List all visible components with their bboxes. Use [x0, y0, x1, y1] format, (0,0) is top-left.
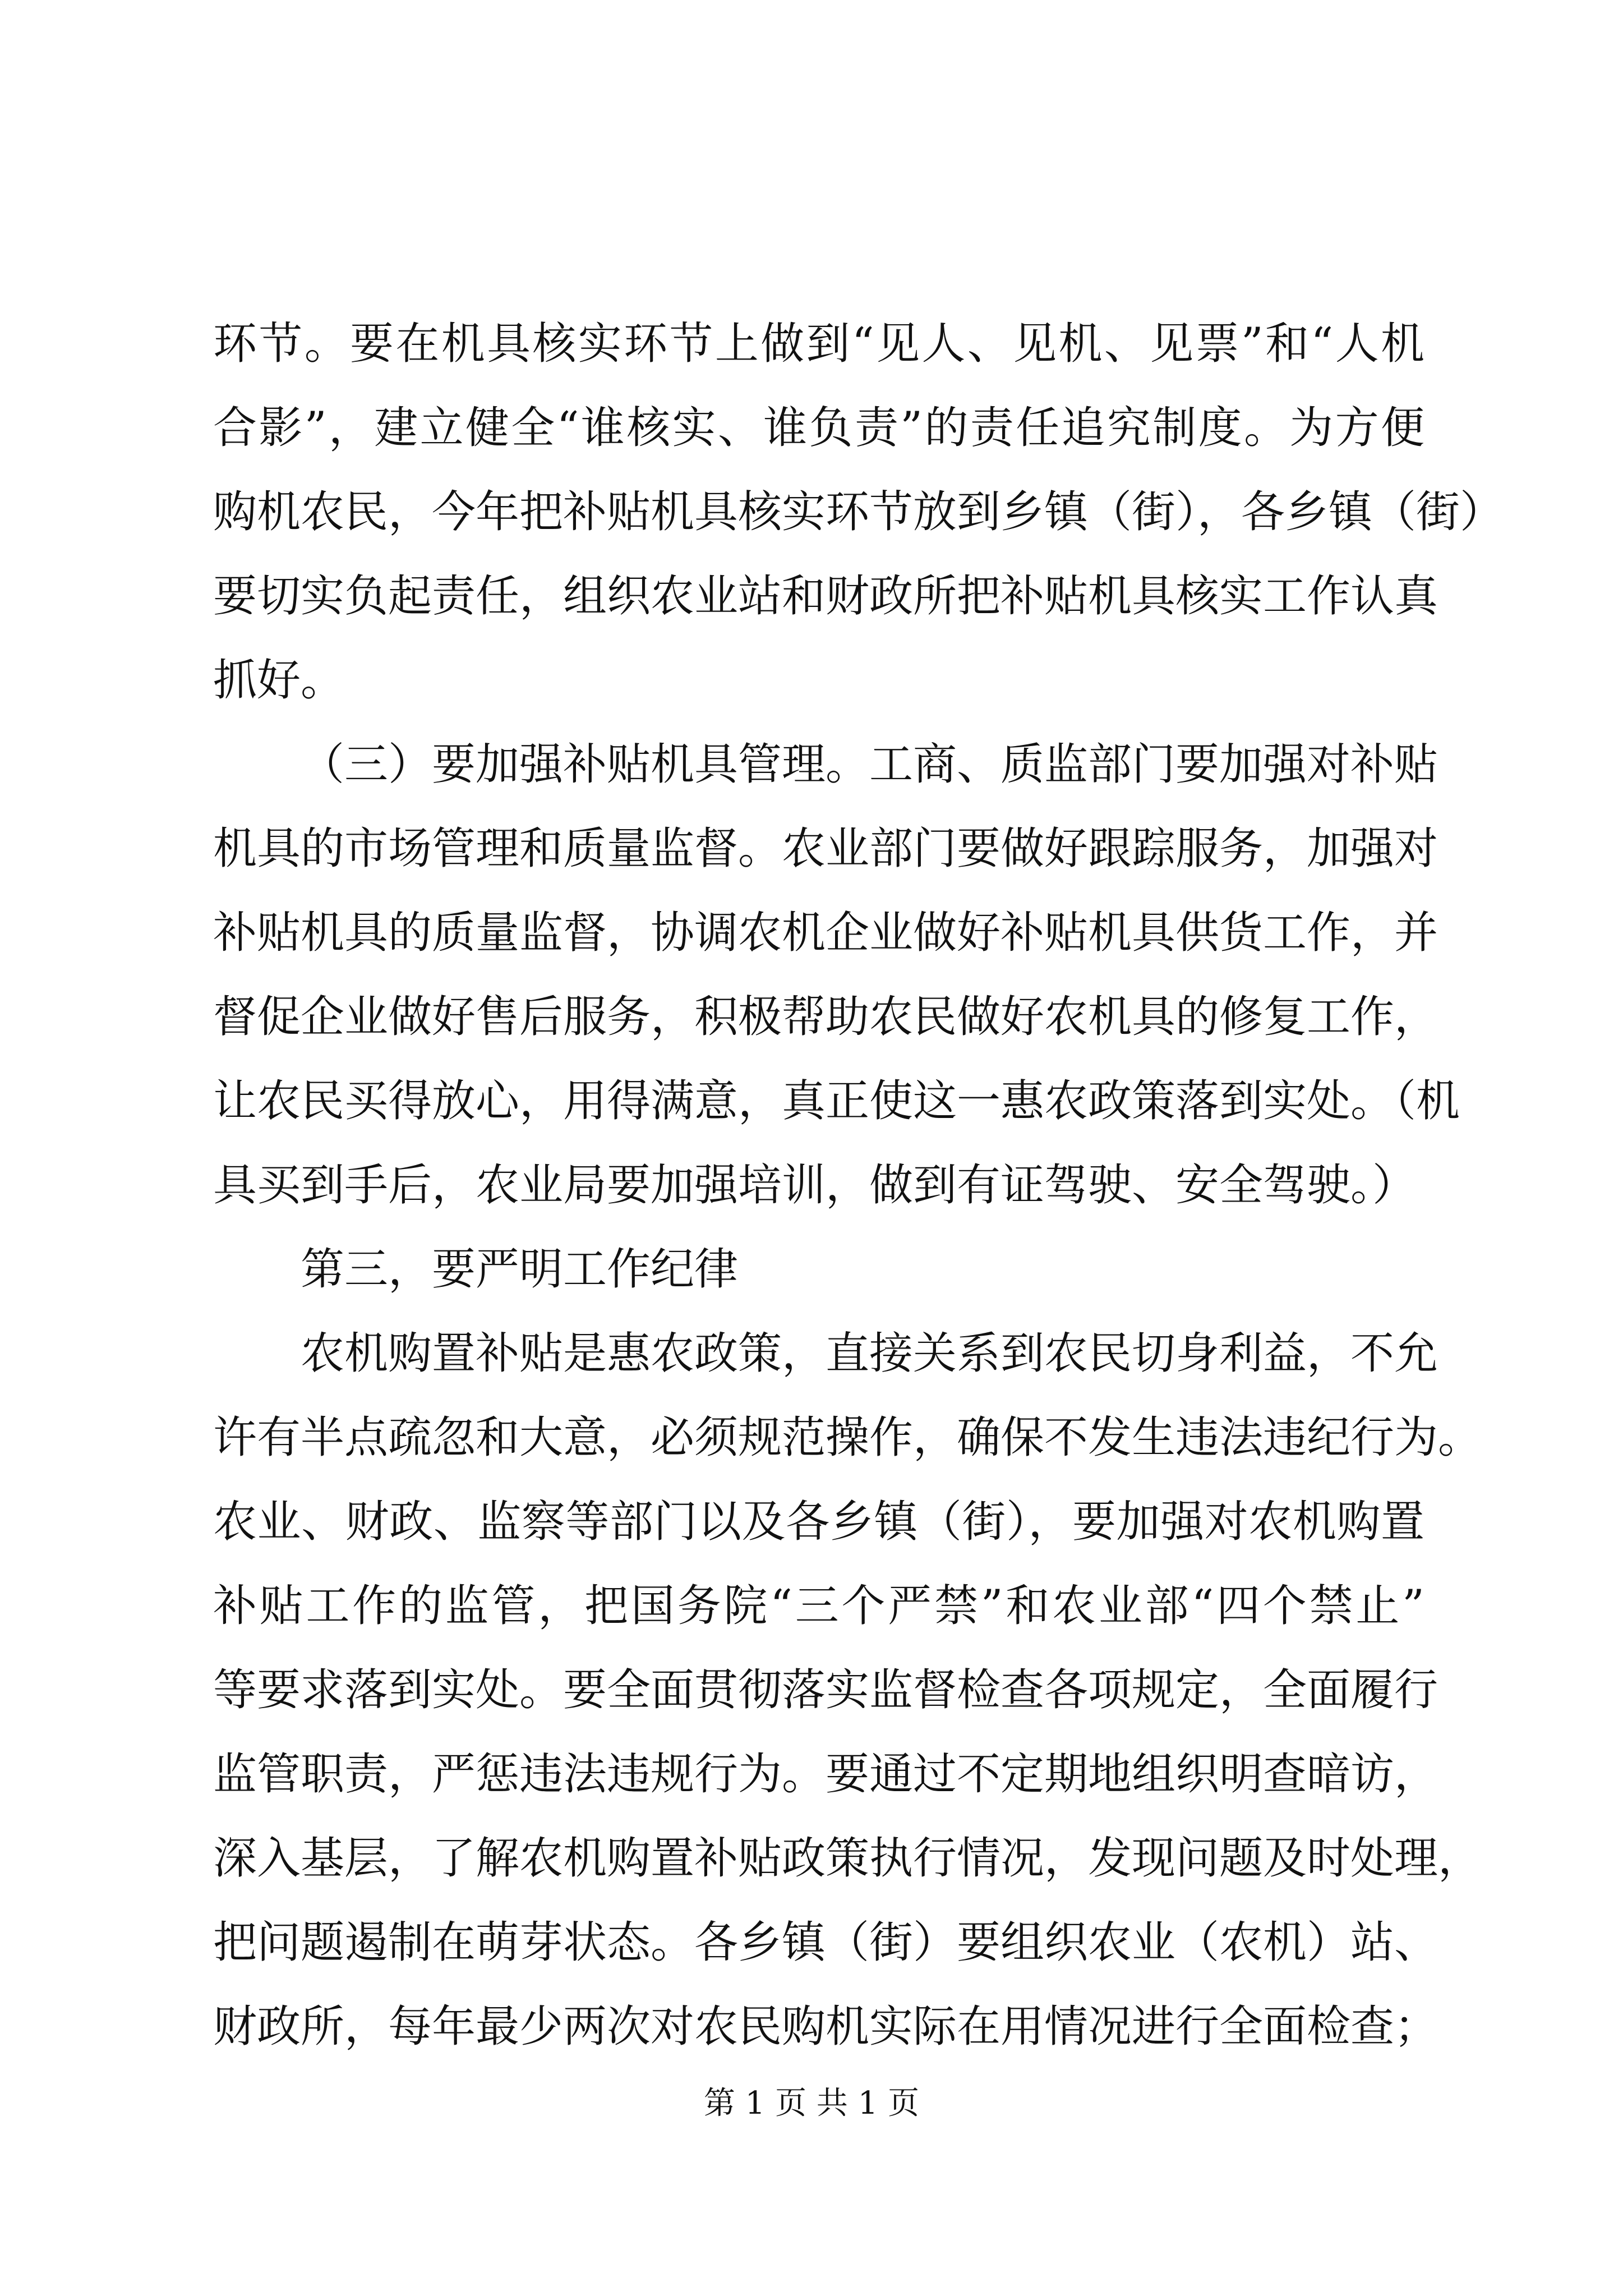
text-line: 要切实负起责任，组织农业站和财政所把补贴机具核实工作认真 — [213, 571, 1438, 622]
text-line: 抓好。 — [213, 655, 345, 706]
page-footer: 第 1 页 共 1 页 — [703, 2085, 920, 2122]
text-line: 补贴工作的监管，把国务院“三个严禁”和农业部“四个禁止” — [213, 1581, 1424, 1631]
text-line: 机具的市场管理和质量监督。农业部门要做好跟踪服务，加强对 — [213, 823, 1438, 874]
text-line: 具买到手后，农业局要加强培训，做到有证驾驶、安全驾驶。） — [213, 1160, 1417, 1211]
text-line: 农机购置补贴是惠农政策，直接关系到农民切身利益，不允 — [301, 1328, 1438, 1379]
text-line: 让农民买得放心，用得满意，真正使这一惠农政策落到实处。（机 — [213, 1076, 1460, 1126]
text-line: 农业、财政、监察等部门以及各乡镇（街），要加强对农机购置 — [213, 1497, 1424, 1547]
text-line: 环节。要在机具核实环节上做到“见人、见机、见票”和“人机 — [213, 319, 1424, 369]
section-heading-line: （三）要加强补贴机具管理。工商、质监部门要加强对补贴 — [301, 739, 1438, 790]
text-line: 合影”，建立健全“谁核实、谁负责”的责任追究制度。为方便 — [213, 403, 1424, 453]
text-line: 购机农民，今年把补贴机具核实环节放到乡镇（街），各乡镇（街） — [213, 487, 1504, 537]
section-heading: 第三，要严明工作纪律 — [301, 1244, 739, 1295]
text-line: 督促企业做好售后服务，积极帮助农民做好农机具的修复工作， — [213, 992, 1438, 1042]
text-line: 财政所，每年最少两次对农民购机实际在用情况进行全面检查； — [213, 2001, 1438, 2052]
document-body — [213, 302, 1504, 2069]
text-line: 补贴机具的质量监督，协调农机企业做好补贴机具供货工作，并 — [213, 908, 1438, 958]
text-line: 把问题遏制在萌芽状态。各乡镇（街）要组织农业（农机）站、 — [213, 1917, 1438, 1968]
text-line: 等要求落到实处。要全面贯彻落实监督检查各项规定，全面履行 — [213, 1665, 1438, 1715]
text-line: 许有半点疏忽和大意，必须规范操作，确保不发生违法违纪行为。 — [213, 1412, 1482, 1463]
text-line: 监管职责，严惩违法违规行为。要通过不定期地组织明查暗访， — [213, 1749, 1438, 1800]
text-line: 深入基层，了解农机购置补贴政策执行情况，发现问题及时处理， — [213, 1833, 1482, 1884]
